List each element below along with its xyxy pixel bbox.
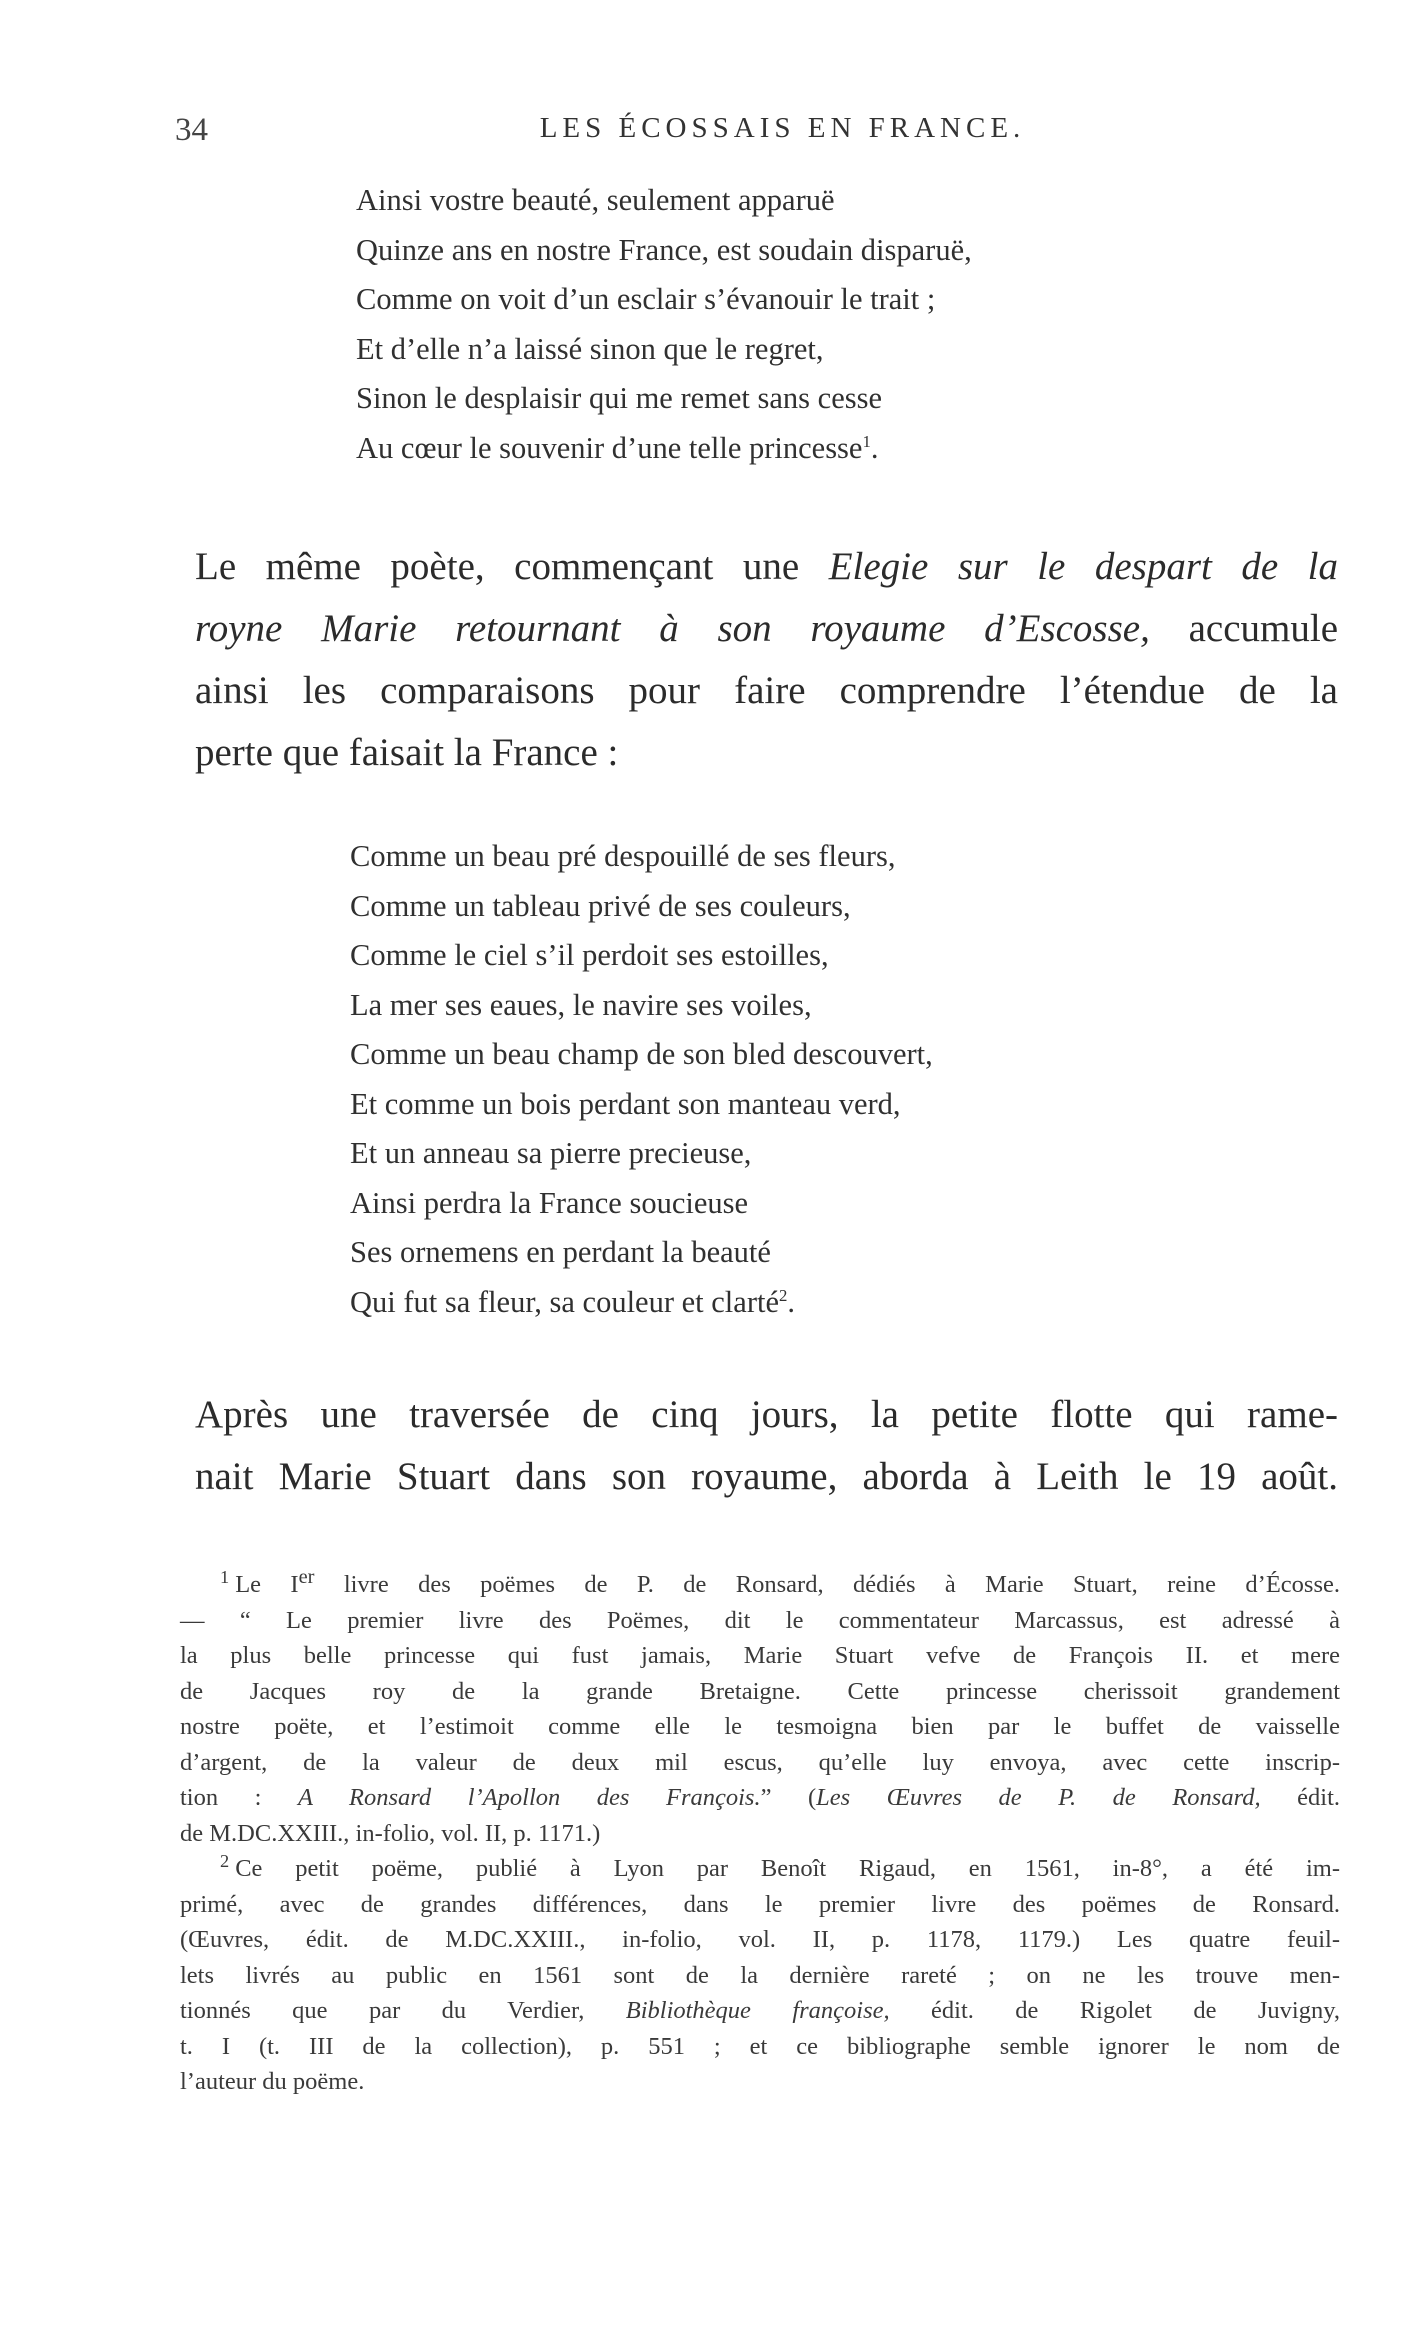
footnote-2-line: lets livrés au public en 1561 sont de la dernière rareté ; on ne les trouve men- bbox=[180, 1961, 1340, 1989]
verse-line-last bbox=[350, 1278, 933, 1328]
running-head bbox=[175, 112, 1350, 162]
paragraph-2 bbox=[195, 1384, 1338, 1508]
footnotes bbox=[180, 1560, 1340, 2100]
paragraph-line: nait Marie Stuart dans son royaume, aborda à Leith le 19 août. bbox=[195, 1455, 1338, 1498]
footnote-2-line: l’auteur du poëme. bbox=[180, 2068, 365, 2096]
footnote-1-line: nostre poëte, et l’estimoit comme elle le tesmoigna bien par le buffet de vaisselle bbox=[180, 1713, 1340, 1741]
verse-line: Et d’elle n’a laissé sinon que le regret, bbox=[356, 331, 824, 366]
footnote-ref-2[interactable]: 2 bbox=[778, 1285, 788, 1305]
verse-line: Et comme un bois perdant son manteau verd, bbox=[350, 1086, 901, 1121]
footnote-2-line: primé, avec de grandes différences, dans le premier livre des poëmes de Ronsard. bbox=[180, 1890, 1340, 1918]
footnote-1-line bbox=[180, 1780, 1340, 1816]
text-run: édit. de Rigolet de Juvigny, bbox=[889, 1997, 1341, 2025]
verse-line-text: Au cœur le souvenir d’une telle princesse bbox=[356, 430, 863, 465]
text-run: Ce petit poëme, publié à Lyon par Benoît Rigaud, en 1561, in-8°, a été im- bbox=[235, 1855, 1340, 1883]
verse-line: Ainsi vostre beauté, seulement apparuë bbox=[356, 183, 835, 217]
paragraph-line: ainsi les comparaisons pour faire comprendre l’étendue de la bbox=[195, 669, 1338, 712]
paragraph-line bbox=[195, 598, 1338, 660]
verse-line: Ainsi perdra la France soucieuse bbox=[350, 1185, 749, 1220]
verse-line-text: Qui fut sa fleur, sa couleur et clarté bbox=[350, 1284, 779, 1319]
verse-line: Comme un beau champ de son bled descouvert, bbox=[350, 1037, 933, 1071]
paragraph-line: Après une traversée de cinq jours, la petite flotte qui rame- bbox=[195, 1393, 1338, 1436]
footnote-2-mark: 2 bbox=[220, 1851, 230, 1871]
paragraph-line: perte que faisait la France : bbox=[195, 731, 619, 774]
verse-line: La mer ses eaues, le navire ses voiles, bbox=[350, 987, 812, 1022]
verse-end-punct: . bbox=[787, 1284, 795, 1319]
verse-line: Comme on voit d’un esclair s’évanouir le trait ; bbox=[356, 282, 936, 316]
footnote-2-line: t. I (t. III de la collection), p. 551 ; et ce bibliographe semble ignorer le nom de bbox=[180, 2032, 1340, 2060]
verse-quotation-2 bbox=[350, 832, 933, 1327]
footnote-1-line: d’argent, de la valeur de deux mil escus, qu’elle luy envoya, avec cette inscrip- bbox=[180, 1748, 1340, 1776]
verse-end-punct: . bbox=[870, 430, 879, 465]
ordinal-sup: er bbox=[298, 1566, 315, 1588]
page-number: 34 bbox=[175, 112, 208, 148]
footnote-2-line bbox=[180, 1851, 1340, 1887]
text-run: accumule bbox=[1149, 607, 1339, 650]
verse-line: Comme un beau pré despouillé de ses fleurs, bbox=[350, 839, 896, 873]
footnote-1-mark: 1 bbox=[220, 1567, 230, 1587]
text-run: tion : bbox=[180, 1784, 298, 1812]
elegie-title: Elegie sur le despart de la bbox=[828, 545, 1339, 588]
footnote-1-line: de M.DC.XXIII., in-folio, vol. II, p. 1171.) bbox=[180, 1819, 601, 1847]
verse-line: Quinze ans en nostre France, est soudain disparuë, bbox=[356, 232, 972, 267]
footnote-1-line bbox=[180, 1560, 1340, 1603]
inscription-italic: A Ronsard l’Apollon des François. bbox=[298, 1784, 761, 1812]
text-run: ” ( bbox=[760, 1784, 817, 1812]
verse-quotation-1 bbox=[356, 176, 972, 473]
footnote-1-line: de Jacques roy de la grande Bretaigne. Cette princesse cherissoit grandement bbox=[180, 1677, 1340, 1705]
verse-line: Comme un tableau privé de ses couleurs, bbox=[350, 888, 851, 923]
running-title: LES ÉCOSSAIS EN FRANCE. bbox=[539, 112, 1026, 144]
verse-line-last bbox=[356, 424, 972, 474]
footnote-2-line: (Œuvres, édit. de M.DC.XXIII., in-folio, vol. II, p. 1178, 1179.) Les quatre feuil- bbox=[180, 1926, 1340, 1954]
text-run: édit. bbox=[1260, 1784, 1341, 1812]
footnote-2-line bbox=[180, 1993, 1340, 2029]
footnote-1-line: la plus belle princesse qui fust jamais, Marie Stuart vefve de François II. et mere bbox=[180, 1642, 1340, 1670]
text-run: Le même poète, commençant une bbox=[195, 545, 829, 588]
elegie-title-cont: royne Marie retournant à son royaume d’Escosse, bbox=[195, 607, 1150, 650]
book-title-italic: Les Œuvres de P. de Ronsard, bbox=[816, 1784, 1261, 1812]
footnote-1-line: — “ Le premier livre des Poëmes, dit le commentateur Marcassus, est adressé à bbox=[180, 1606, 1340, 1634]
text-run: tionnés que par du Verdier, bbox=[180, 1997, 626, 2025]
verse-line: Sinon le desplaisir qui me remet sans cesse bbox=[356, 381, 883, 415]
footnote-ref-1[interactable]: 1 bbox=[862, 431, 871, 451]
verse-line: Ses ornemens en perdant la beauté bbox=[350, 1235, 771, 1269]
paragraph-line bbox=[195, 536, 1338, 598]
book-title-italic: Bibliothèque françoise, bbox=[625, 1997, 890, 2025]
paragraph-1 bbox=[195, 536, 1338, 784]
verse-line: Et un anneau sa pierre precieuse, bbox=[350, 1136, 752, 1170]
verse-line: Comme le ciel s’il perdoit ses estoilles, bbox=[350, 938, 829, 972]
text-run: livre des poëmes de P. de Ronsard, dédiés à Marie Stuart, reine d’Écosse. bbox=[314, 1571, 1341, 1599]
text-run: Le I bbox=[235, 1571, 299, 1599]
